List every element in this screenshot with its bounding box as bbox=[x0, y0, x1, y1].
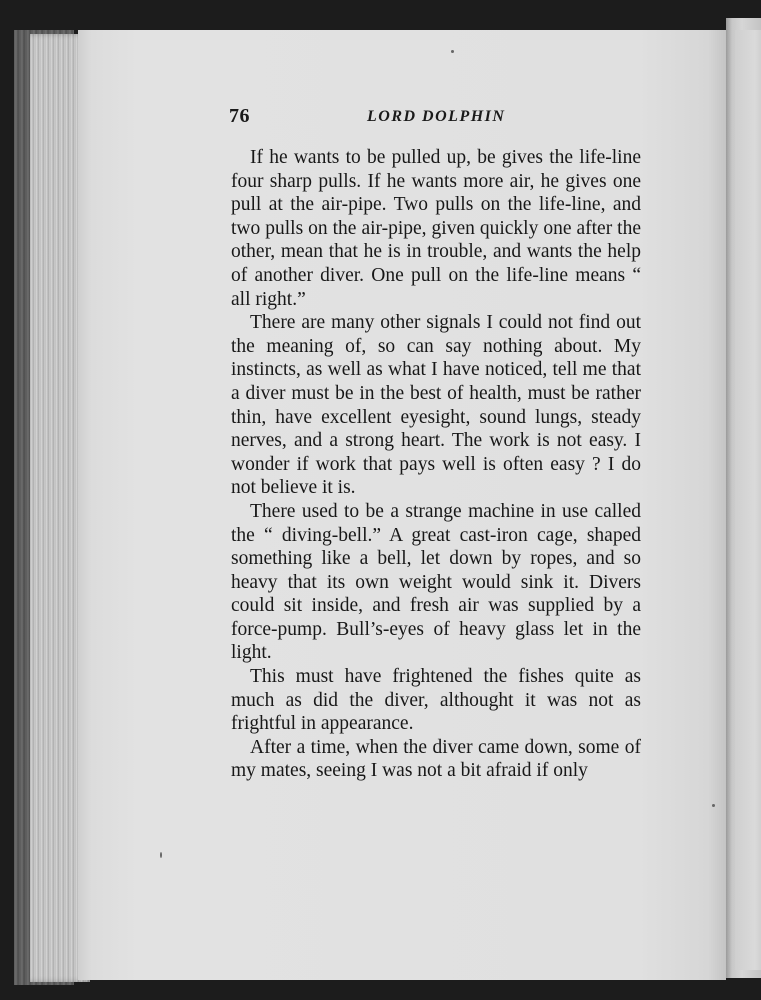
paragraph: There are many other signals I could not find out the meaning of, so can say nothing about. My instincts, as well as what I have noticed, tell me that a diver must be in the best of health, must be rather thin, have excellent eyesight, sound lungs, steady nerves, and a strong heart. The work is not easy. I wonder if work that pays well is often easy ? I do not believe it is. bbox=[231, 312, 641, 499]
paragraph: There used to be a strange machine in use called the “ diving-bell.” A great cast-iron cage, shaped something like a bell, let down by ropes, and so heavy that its own weight would sink it. Divers could sit inside, and fresh air was supplied by a force-pump. Bull’s-eyes of heavy glass let in the light. bbox=[231, 500, 641, 664]
paper-speck bbox=[451, 50, 454, 53]
paragraph: This must have frightened the fishes quite as much as did the diver, althought it was not as frightful in appearance. bbox=[231, 666, 641, 735]
running-title: LORD DOLPHIN bbox=[367, 108, 506, 125]
running-head bbox=[229, 105, 641, 135]
paragraph: After a time, when the diver came down, some of my mates, seeing I was not a bit afraid if only bbox=[231, 736, 641, 782]
paper-speck bbox=[712, 804, 715, 807]
paragraph: If he wants to be pulled up, be gives the life-line four sharp pulls. If he wants more air, he gives one pull at the air-pipe. Two pulls on the life-line, and two pulls on the air-pipe, given quickly one after the other, mean that he is in trouble, and wants the help of another diver. One pull on the life-line means “ all right.” bbox=[231, 147, 641, 310]
facing-page-strip bbox=[735, 30, 761, 970]
body-text bbox=[231, 146, 641, 783]
page-number: 76 bbox=[229, 105, 250, 127]
paper-speck bbox=[160, 852, 162, 858]
